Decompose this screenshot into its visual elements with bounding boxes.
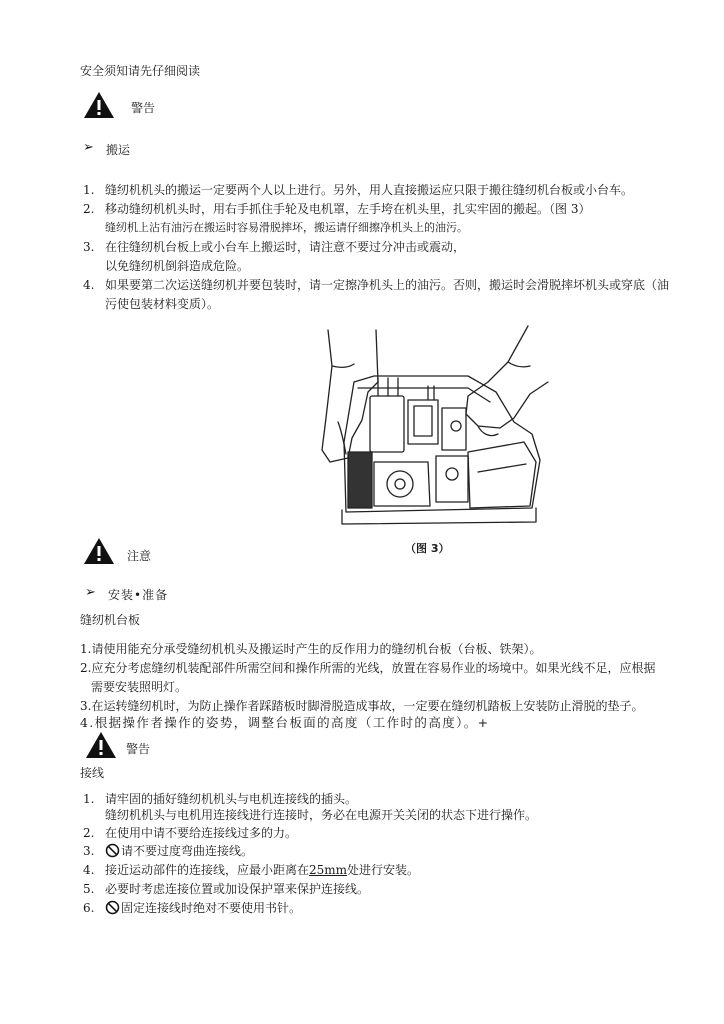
prohibited-icon (105, 900, 120, 915)
section-title-install: 安装•准备 (108, 588, 169, 602)
warning-label: 警告 (131, 101, 156, 115)
figure-caption: （图 3） (405, 542, 450, 555)
list-item: 5. 必要时考虑连接位置或加设保护罩来保护连接线。 (83, 882, 370, 896)
warning-label: 警告 (126, 742, 151, 756)
caution-triangle-icon (83, 537, 115, 565)
list-item: 1. 缝纫机机头的搬运一定要两个人以上进行。另外，用人直接搬运应只限于搬往缝纫机台板或小台车。 (83, 183, 634, 197)
table-heading: 缝纫机台板 (80, 613, 141, 627)
sewing-machine-illustration (318, 322, 550, 534)
header-text: 安全须知请先仔细阅读 (80, 64, 201, 78)
list-item: 3. 在往缝纫机台板上或小台车上搬运时，请注意不要过分冲击或震动， (83, 240, 466, 254)
warning-triangle-icon (85, 731, 117, 759)
list-item-continuation: 缝纫机上沾有油污在搬运时容易滑脱摔坏，搬运请仔细擦净机头上的油污。 (105, 221, 468, 234)
list-item: 6. 固定连接线时绝对不要使用书针。 (83, 901, 302, 915)
distance-value: 25mm (309, 863, 348, 877)
list-item: 3.在运转缝纫机时，为防止操作者踩踏板时脚滑脱造成事故，一定要在缝纫机踏板上安装防止滑脱的垫子。 (80, 699, 644, 713)
warning-triangle-icon (83, 91, 115, 119)
list-item-continuation: 需要安装照明灯。 (91, 680, 188, 694)
list-item: 2. 移动缝纫机机头时，用右手抓住手轮及电机罩，左手垮在机头里，扎实牢固的搬起。（图 3） (83, 202, 591, 216)
prohibited-icon (105, 843, 120, 858)
list-item: 3. 请不要过度弯曲连接线。 (83, 844, 254, 858)
list-item: 2.应充分考虑缝纫机装配部件所需空间和操作所需的光线，放置在容易作业的场境中。如果光线不足，应根据 (80, 661, 656, 675)
list-item: 1.请使用能充分承受缝纫机机头及搬运时产生的反作用力的缝纫机台板（台板、铁架）。 (80, 642, 542, 656)
list-item: 2. 在使用中请不要给连接线过多的力。 (83, 826, 298, 840)
section-arrow-icon: ➢ (85, 585, 96, 600)
list-item-continuation: 缝纫机机头与电机用连接线进行连接时，务必在电源开关关闭的状态下进行操作。 (105, 808, 538, 822)
caution-label: 注意 (127, 549, 152, 563)
list-item: 1. 请牢固的插好缝纫机机头与电机连接线的插头。 (83, 792, 358, 806)
list-item-continuation: 污使包装材料变质）。 (105, 297, 220, 311)
list-item: 4.根据操作者操作的姿势，调整台板面的高度（工作时的高度）。+ (80, 715, 490, 730)
wiring-heading: 接线 (80, 766, 105, 780)
list-item: 4. 如果要第二次运送缝纫机并要包装时，请一定擦净机头上的油污。否则，搬运时会滑脱摔坏机头或穿底（油 (83, 278, 670, 292)
list-item: 4. 接近运动部件的连接线，应最小距离在25mm处进行安装。 (83, 863, 420, 877)
section-arrow-icon: ➢ (83, 140, 94, 155)
list-item-continuation: 以免缝纫机倒斜造成危险。 (105, 259, 250, 273)
section-title-transport: 搬运 (106, 143, 131, 157)
